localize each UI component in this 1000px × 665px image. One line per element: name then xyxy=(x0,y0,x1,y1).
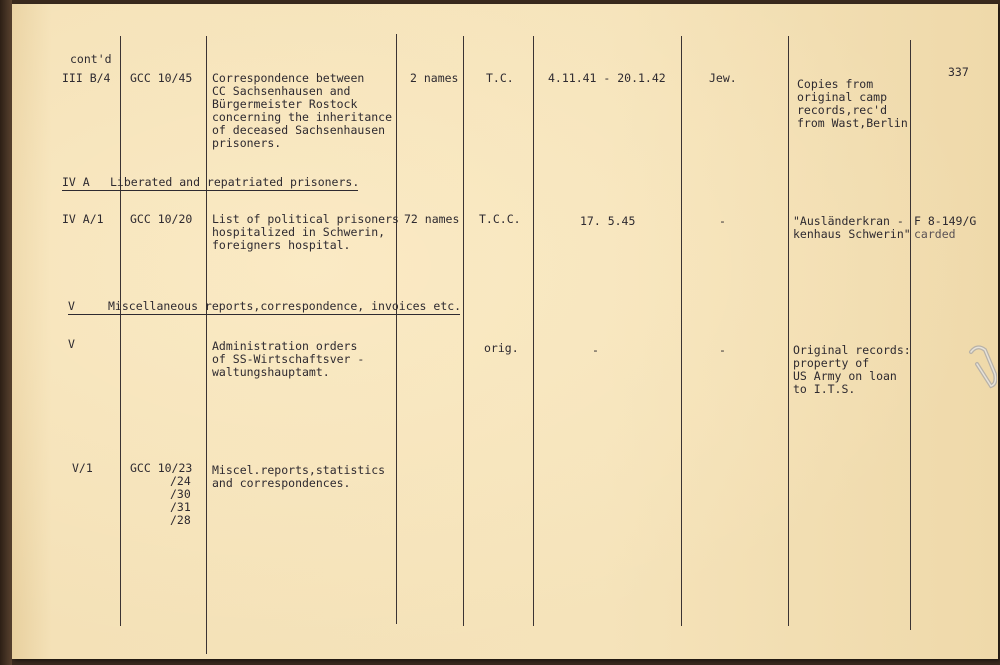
gcc-line: /24 xyxy=(170,474,191,488)
row-remarks xyxy=(797,78,908,130)
section-number: IV A xyxy=(62,175,90,189)
row-gcc-list xyxy=(130,462,192,527)
gcc-line: /28 xyxy=(170,513,191,527)
column-rule xyxy=(788,36,789,626)
description-line: CC Sachsenhausen and xyxy=(212,84,351,98)
remarks-line: Original records: xyxy=(793,343,911,357)
column-rule xyxy=(910,40,911,630)
row-remarks xyxy=(793,344,911,396)
column-rule xyxy=(681,36,682,626)
extra-line: carded xyxy=(914,227,956,241)
column-rule xyxy=(206,36,207,654)
section-number: V xyxy=(68,299,75,313)
row-quantity: 2 names xyxy=(410,71,459,85)
remarks-line: original camp xyxy=(797,90,888,104)
row-type: orig. xyxy=(484,341,519,355)
description-line: concerning the inheritance xyxy=(212,110,393,124)
row-description xyxy=(212,213,399,252)
gcc-line: /31 xyxy=(170,500,191,514)
description-line: List of political prisoners xyxy=(212,212,399,226)
row-ref: V/1 xyxy=(72,461,93,475)
row-description xyxy=(212,464,385,490)
section-title: Liberated and repatriated prisoners. xyxy=(110,175,360,189)
row-ref: IV A/1 xyxy=(62,212,104,226)
remarks-line: from Wast,Berlin xyxy=(797,116,908,130)
description-line: of deceased Sachsenhausen xyxy=(212,123,386,137)
description-line: Miscel.reports,statistics xyxy=(212,463,386,477)
row-gcc: GCC 10/20 xyxy=(130,212,193,226)
remarks-line: US Army on loan xyxy=(793,369,897,383)
description-line: foreigners hospital. xyxy=(212,238,351,252)
description-line: waltungshauptamt. xyxy=(212,365,330,379)
extra-line: F 8-149/G xyxy=(914,214,977,228)
paper-clip-icon xyxy=(967,344,997,424)
page-number: 337 xyxy=(948,65,969,79)
description-line: Correspondence between xyxy=(212,71,365,85)
section-title: Miscellaneous reports,correspondence, invoices etc. xyxy=(108,299,462,313)
index-card xyxy=(12,4,998,659)
description-line: Bürgermeister Rostock xyxy=(212,97,358,111)
card-left-edge xyxy=(0,0,12,665)
column-rule xyxy=(463,36,464,626)
description-line: hospitalized in Schwerin, xyxy=(212,225,386,239)
gcc-line: GCC 10/23 xyxy=(130,461,193,475)
row-description xyxy=(212,340,364,379)
row-ref: III B/4 xyxy=(62,71,111,85)
row-category: Jew. xyxy=(709,71,737,85)
column-rule xyxy=(396,34,397,624)
row-remarks xyxy=(793,215,911,241)
row-extra xyxy=(914,215,976,241)
row-quantity: 72 names xyxy=(404,212,460,226)
row-category: - xyxy=(719,214,726,228)
continued-label: cont'd xyxy=(70,52,112,66)
remarks-line: Copies from xyxy=(797,77,874,91)
remarks-line: kenhaus Schwerin" xyxy=(793,227,911,241)
section-underline xyxy=(62,190,358,191)
gcc-line: /30 xyxy=(170,487,191,501)
row-gcc: GCC 10/45 xyxy=(130,71,193,85)
row-type: T.C. xyxy=(486,71,514,85)
description-line: and correspondences. xyxy=(212,476,351,490)
row-category: - xyxy=(719,343,726,357)
row-dates: 17. 5.45 xyxy=(580,214,636,228)
remarks-line: "Ausländerkran - xyxy=(793,214,904,228)
description-line: Administration orders xyxy=(212,339,358,353)
row-dates: 4.11.41 - 20.1.42 xyxy=(548,71,666,85)
remarks-line: to I.T.S. xyxy=(793,382,856,396)
row-dates: - xyxy=(592,343,599,357)
column-rule xyxy=(120,36,121,626)
remarks-line: records,rec'd xyxy=(797,103,888,117)
row-description xyxy=(212,72,392,150)
row-type: T.C.C. xyxy=(479,212,521,226)
column-rule xyxy=(533,36,534,626)
section-underline xyxy=(68,314,460,315)
description-line: of SS-Wirtschaftsver - xyxy=(212,352,365,366)
description-line: prisoners. xyxy=(212,136,282,150)
remarks-line: property of xyxy=(793,356,870,370)
row-ref: V xyxy=(68,337,75,351)
